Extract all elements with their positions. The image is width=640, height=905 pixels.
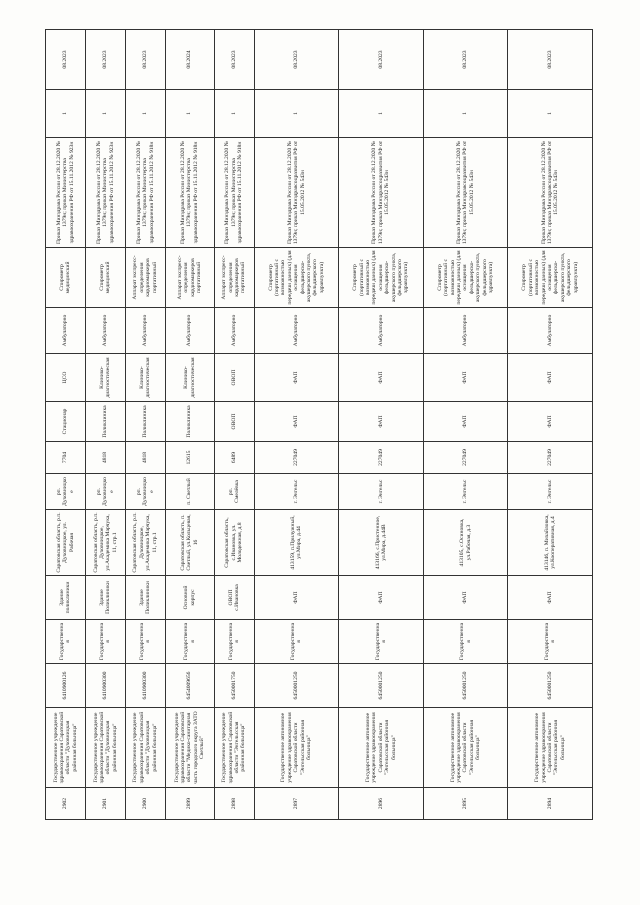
table-cell: Аппарат экспресс-определения кардиомаркеров портативный — [165, 248, 214, 308]
table-cell: Государственное автономное учреждение здравоохранения Саратовской области "Энгельсская районная больница" — [423, 708, 508, 788]
table-cell: Приказ Минздрава России от 28.12.2020 № 1379н; приказ Минздравсоцразвития РФ от 15.05.2012 № 543н — [423, 138, 508, 248]
table-cell: г. Энгельс — [254, 474, 339, 510]
table-cell: ФАП — [423, 354, 508, 402]
table-cell: 2895 — [423, 788, 508, 820]
table-cell: 2896 — [339, 788, 424, 820]
table-cell: Амбулаторно — [508, 308, 593, 354]
table-cell: Амбулаторно — [423, 308, 508, 354]
table-row — [125, 30, 165, 820]
table-cell: Поликлиника — [85, 402, 125, 442]
table-row — [423, 30, 508, 820]
table-cell: Амбулаторно — [165, 308, 214, 354]
table-cell: Амбулаторно — [254, 308, 339, 354]
table-cell: 2898 — [214, 788, 254, 820]
table-cell: Спирометр медицинский — [85, 248, 125, 308]
table-row — [85, 30, 125, 820]
table-cell: 08.2023 — [125, 30, 165, 90]
table-cell: Государственное автономное учреждение здравоохранения Саратовской области "Энгельсская районная больница" — [254, 708, 339, 788]
table-cell: 6454009656 — [165, 664, 214, 708]
table-cell: 6410900300 — [125, 664, 165, 708]
table-cell: ОВОП — [214, 354, 254, 402]
table-cell: ЦСО — [46, 354, 86, 402]
table-cell: ОВОП — [214, 402, 254, 442]
table-cell: Спирометр (портативный с возможностью передачи данных) (для оснащения фельдшерско-акушерского пункта, фельдшерского здравпункта) — [423, 248, 508, 308]
table-cell: 227049 — [423, 442, 508, 474]
table-cell: 08.2023 — [254, 30, 339, 90]
table-cell: Приказ Минздрава России от 28.12.2020 № 1379н; приказ Министерства здравоохранения РФ от 15.11.2012 № 923н — [85, 138, 125, 248]
table-cell: рп. Смелёвка — [214, 474, 254, 510]
table-cell: Приказ Минздрава России от 28.12.2020 № 1379н; приказ Минздравсоцразвития РФ от 15.05.2012 № 543н — [508, 138, 593, 248]
table-cell: Государственная — [214, 620, 254, 664]
table-cell: Аппарат экспресс-определения кардиомаркеров портативный — [214, 248, 254, 308]
table-cell: Спирометр медицинский — [46, 248, 86, 308]
table-cell: 1 — [46, 90, 86, 138]
table-cell: 1 — [85, 90, 125, 138]
table-cell: Приказ Минздрава России от 28.12.2020 № 1379н; приказ Министерства здравоохранения РФ от 15.11.2012 № 918н — [165, 138, 214, 248]
table-cell: Клинико-диагностическая — [165, 354, 214, 402]
table-row — [254, 30, 339, 820]
table-cell: Амбулаторно — [46, 308, 86, 354]
table-cell: 1 — [254, 90, 339, 138]
table-cell: 1 — [339, 90, 424, 138]
table-cell: 413159, п.Прилужный, ул.Мира, д.44 — [254, 510, 339, 576]
table-cell: 6410900300 — [85, 664, 125, 708]
table-cell: Спирометр (портативный с возможностью передачи данных) (для оснащения фельдшерско-акушерского пункта, фельдшерского здравпункта) — [508, 248, 593, 308]
table-cell: 6450001750 — [214, 664, 254, 708]
table-cell: Клинико-диагностическая — [125, 354, 165, 402]
table-cell: 4818 — [125, 442, 165, 474]
table-cell: 4818 — [85, 442, 125, 474]
table-cell: рп. Духовницкое — [125, 474, 165, 510]
table-cell: Государственное учреждение здравоохранения Саратовской области "Духовницкая районная больница" — [125, 708, 165, 788]
table-cell: ФАП — [423, 576, 508, 620]
table-cell: 6450001250 — [339, 664, 424, 708]
table-cell: Здание поликлиники — [46, 576, 86, 620]
table-cell: Саратовская область, р.п. Духовницкое, ул.Академика Марчука, 11, стр.1 — [85, 510, 125, 576]
table-cell: ФАП — [254, 354, 339, 402]
table-cell: Амбулаторно — [214, 308, 254, 354]
table-row — [339, 30, 424, 820]
table-cell: Государственное автономное учреждение здравоохранения Саратовской области "Энгельсская районная больница" — [508, 708, 593, 788]
table-cell: 08.2023 — [85, 30, 125, 90]
table-cell: Саратовская область, р.п. Духовницкое, ул. Рабочая — [46, 510, 86, 576]
table-cell: Аппарат экспресс-определения кардиомаркеров портативный — [125, 248, 165, 308]
table-row — [46, 30, 86, 820]
table-cell: 1 — [214, 90, 254, 138]
table-cell: Стационар — [46, 402, 86, 442]
table-cell: ФАП — [508, 576, 593, 620]
table-cell: Государственная — [165, 620, 214, 664]
table-cell: 12615 — [165, 442, 214, 474]
table-cell: 7704 — [46, 442, 86, 474]
table-cell: 2894 — [508, 788, 593, 820]
table-cell: 1 — [508, 90, 593, 138]
table-cell: ФАП — [254, 402, 339, 442]
table-cell: Клинико-диагностическая — [85, 354, 125, 402]
table-cell: г. Энгельс — [423, 474, 508, 510]
table-cell: Приказ Минздрава России от 28.12.2020 № 1379н; приказ Минздравсоцразвития РФ от 15.05.2012 № 543н — [254, 138, 339, 248]
table-cell: Государственная — [85, 620, 125, 664]
table-cell: 08.2023 — [423, 30, 508, 90]
table-cell: 1 — [423, 90, 508, 138]
table-cell: 413146, п. Михайловка, ул.Кооперативная, д.4 — [508, 510, 593, 576]
table-cell: г. Энгельс — [508, 474, 593, 510]
table-cell: рп. Духовницкое — [85, 474, 125, 510]
table-cell: Поликлиника — [165, 402, 214, 442]
table-cell: Спирометр (портативный с возможностью передачи данных) (для оснащения фельдшерско-акушерского пункта, фельдшерского здравпункта) — [339, 248, 424, 308]
table-cell: 6410900126 — [46, 664, 86, 708]
table-cell: 227049 — [254, 442, 339, 474]
table-cell: Государственная — [46, 620, 86, 664]
table-cell: 413105, с.Осиновка, ул.Рабочая, д.3 — [423, 510, 508, 576]
table-cell: Приказ Минздрава России от 28.12.2020 № 1379н; приказ Министерства здравоохранения РФ от 15.11.2012 № 918н — [125, 138, 165, 248]
table-cell: рп. Духовницкое — [46, 474, 86, 510]
table-cell: Поликлиника — [125, 402, 165, 442]
table-cell: Здание Поликлиники — [125, 576, 165, 620]
table-row — [214, 30, 254, 820]
table-cell: 2897 — [254, 788, 339, 820]
table-cell: п. Светлый — [165, 474, 214, 510]
table-cell: 413166, с.Пристенное, ул.Мира, д.44В — [339, 510, 424, 576]
table-cell: Спирометр (портативный с возможностью передачи данных) (для оснащения фельдшерско-акушерского пункта, фельдшерского здравпункта) — [254, 248, 339, 308]
table-cell: Саратовская область, п. Светлый, ул.Кольцевая, 16 — [165, 510, 214, 576]
table-cell: Государственное учреждение здравоохранения Саратовской области "Медико-санитарная часть городского округа ЗАТО Светлый" — [165, 708, 214, 788]
table-cell: 227049 — [339, 442, 424, 474]
rotated-table-wrapper — [45, 30, 593, 820]
table-cell: Государственная — [508, 620, 593, 664]
table-cell: 1 — [125, 90, 165, 138]
table-cell: г. Энгельс — [339, 474, 424, 510]
table-cell: Государственное учреждение здравоохранения Саратовской области "Духовницкая районная больница" — [85, 708, 125, 788]
table-cell: Государственное учреждение здравоохранения Саратовской области "Духовницкая районная больница" — [46, 708, 86, 788]
table-cell: Здание Поликлиники — [85, 576, 125, 620]
table-cell: ОВОП с.Ивановка — [214, 576, 254, 620]
table-cell: Государственная — [339, 620, 424, 664]
table-cell: Государственное автономное учреждение здравоохранения Саратовской области "Энгельсская районная больница" — [339, 708, 424, 788]
table-row — [165, 30, 214, 820]
table-cell: 2901 — [85, 788, 125, 820]
table-cell: Приказ Минздрава России от 28.12.2020 № 1379н; приказ Министерства здравоохранения РФ от 15.11.2012 № 918н — [214, 138, 254, 248]
table-cell: 1 — [165, 90, 214, 138]
table-cell: 08.2023 — [214, 30, 254, 90]
table-cell: ФАП — [508, 402, 593, 442]
table-cell: 6450001250 — [254, 664, 339, 708]
table-cell: ФАП — [254, 576, 339, 620]
table-cell: Приказ Минздрава России от 28.12.2020 № 1379н; приказ Минздравсоцразвития РФ от 15.05.2012 № 543н — [339, 138, 424, 248]
table-cell: Государственная — [254, 620, 339, 664]
table-cell: Саратовская область, с.Ивановка, ул. Молодежная, д.8 — [214, 510, 254, 576]
table-cell: 08.2023 — [46, 30, 86, 90]
table-cell: ФАП — [339, 402, 424, 442]
equipment-table — [45, 29, 593, 820]
table-cell: Амбулаторно — [339, 308, 424, 354]
table-cell: 08.2023 — [508, 30, 593, 90]
table-cell: Основной корпус — [165, 576, 214, 620]
table-cell: ФАП — [423, 402, 508, 442]
table-cell: ФАП — [339, 576, 424, 620]
table-cell: Амбулаторно — [125, 308, 165, 354]
table-row — [508, 30, 593, 820]
table-cell: Государственное учреждение здравоохранения Саратовской области "Энгельсская районная больница" — [214, 708, 254, 788]
table-cell: 08.2024 — [165, 30, 214, 90]
table-cell: 6450001250 — [423, 664, 508, 708]
table-cell: Государственная — [423, 620, 508, 664]
table-cell: 08.2023 — [339, 30, 424, 90]
table-cell: 6489 — [214, 442, 254, 474]
table-cell: 2900 — [125, 788, 165, 820]
table-cell: 2899 — [165, 788, 214, 820]
table-cell: Саратовская область, р.п. Духовницкое, ул.Академика Марчука, 11, стр.1 — [125, 510, 165, 576]
table-cell: ФАП — [339, 354, 424, 402]
table-cell: 227049 — [508, 442, 593, 474]
table-cell: Приказ Минздрава России от 28.12.2020 № 1379н; приказ Министерства здравоохранения РФ от 15.11.2012 № 923н — [46, 138, 86, 248]
table-cell: 6450001250 — [508, 664, 593, 708]
table-cell: Амбулаторно — [85, 308, 125, 354]
table-cell: Государственная — [125, 620, 165, 664]
table-cell: 2902 — [46, 788, 86, 820]
table-cell: ФАП — [508, 354, 593, 402]
